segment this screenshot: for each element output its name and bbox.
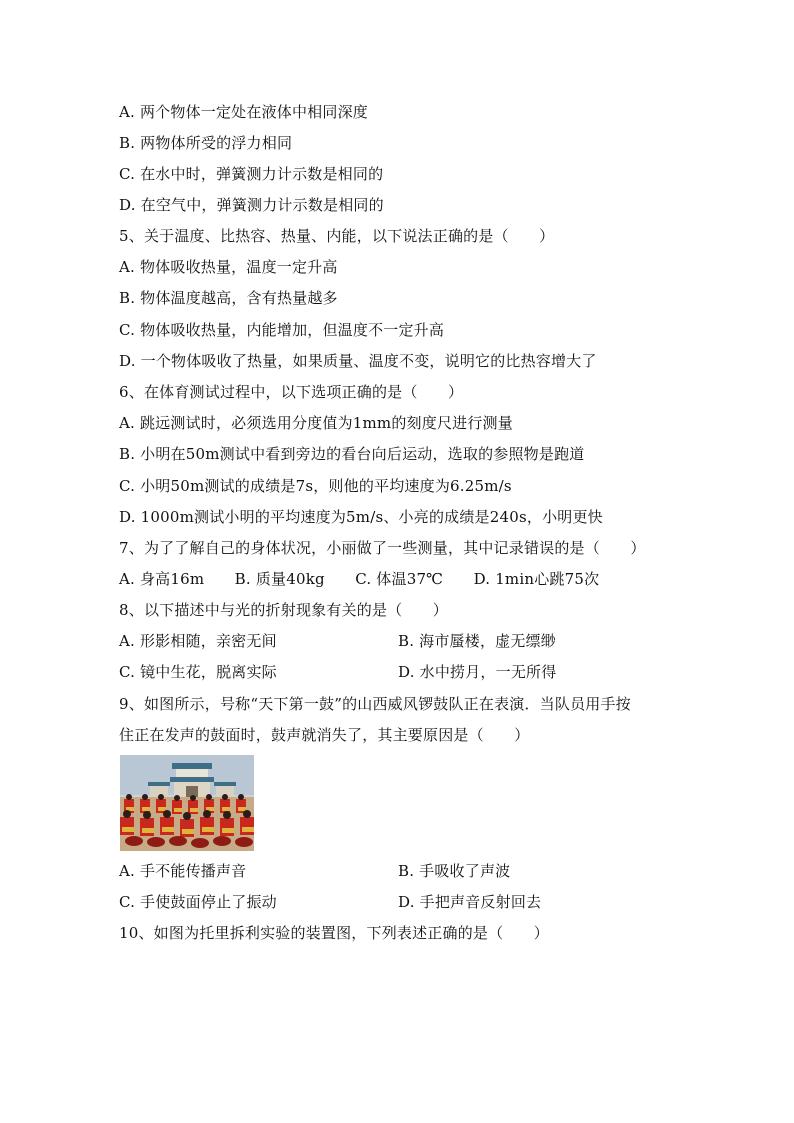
q8-option-b: B. 海市蜃楼，虚无缥缈 <box>398 632 556 650</box>
drum-performance-photo <box>120 755 254 851</box>
q8-stem: 8、以下描述中与光的折射现象有关的是（ ） <box>119 601 448 619</box>
q4-option-b: B. 两物体所受的浮力相同 <box>119 134 293 152</box>
q5-option-b: B. 物体温度越高，含有热量越多 <box>119 289 338 307</box>
q6-option-d: D. 1000m测试小明的平均速度为5m/s、小亮的成绩是240s，小明更快 <box>119 508 603 526</box>
q10-stem: 10、如图为托里拆利实验的装置图，下列表述正确的是（ ） <box>119 924 549 942</box>
q4-option-c: C. 在水中时，弹簧测力计示数是相同的 <box>119 165 384 183</box>
q8-option-d: D. 水中捞月，一无所得 <box>398 663 557 681</box>
q5-stem: 5、关于温度、比热容、热量、内能，以下说法正确的是（ ） <box>119 227 555 245</box>
q9-option-a: A. 手不能传播声音 <box>119 862 247 880</box>
q8-option-c: C. 镜中生花，脱离实际 <box>119 663 277 681</box>
q9-option-b: B. 手吸收了声波 <box>398 862 511 880</box>
q4-option-a: A. 两个物体一定处在液体中相同深度 <box>119 103 368 121</box>
q9-stem-line1: 9、如图所示，号称“天下第一鼓”的山西威风锣鼓队正在表演．当队员用手按 <box>119 695 631 713</box>
q9-option-d: D. 手把声音反射回去 <box>398 893 542 911</box>
q6-stem: 6、在体育测试过程中，以下选项正确的是（ ） <box>119 383 464 401</box>
q7-options: A. 身高16m B. 质量40kg C. 体温37℃ D. 1min心跳75次 <box>119 570 600 588</box>
q6-option-a: A. 跳远测试时，必须选用分度值为1mm的刻度尺进行测量 <box>119 414 513 432</box>
q6-option-b: B. 小明在50m测试中看到旁边的看台向后运动，选取的参照物是跑道 <box>119 445 585 463</box>
q8-option-a: A. 形影相随，亲密无间 <box>119 632 277 650</box>
q4-option-d: D. 在空气中，弹簧测力计示数是相同的 <box>119 196 384 214</box>
q9-option-c: C. 手使鼓面停止了振动 <box>119 893 277 911</box>
q5-option-d: D. 一个物体吸收了热量，如果质量、温度不变，说明它的比热容增大了 <box>119 352 597 370</box>
q9-stem-line2: 住正在发声的鼓面时，鼓声就消失了，其主要原因是（ ） <box>119 726 530 744</box>
q5-option-a: A. 物体吸收热量，温度一定升高 <box>119 258 338 276</box>
q6-option-c: C. 小明50m测试的成绩是7s，则他的平均速度为6.25m/s <box>119 477 512 495</box>
q7-stem: 7、为了了解自己的身体状况，小丽做了一些测量，其中记录错误的是（ ） <box>119 539 646 557</box>
q5-option-c: C. 物体吸收热量，内能增加，但温度不一定升高 <box>119 321 445 339</box>
